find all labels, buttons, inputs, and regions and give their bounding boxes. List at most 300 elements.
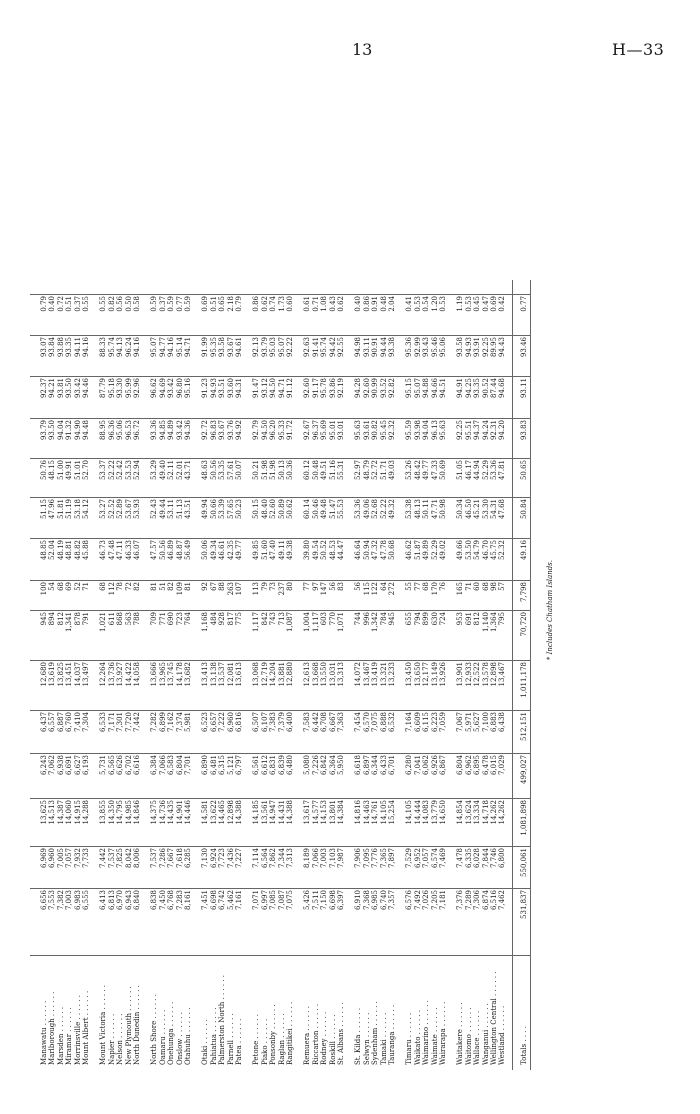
table-cell: 6,442 — [311, 712, 320, 733]
table-cell: 96.53 — [124, 420, 133, 441]
table-cell: 93.50 — [65, 378, 74, 399]
table-cell: 46.70 — [481, 540, 490, 561]
table-cell: 91.72 — [286, 420, 294, 441]
table-cell: 94.88 — [422, 378, 431, 399]
table-cell: 14,060 — [65, 800, 74, 825]
table-cell: 48.42 — [413, 460, 422, 481]
table-cell: 775 — [235, 612, 243, 626]
table-cell: 51.47 — [328, 499, 337, 520]
table-cell: 13,779 — [430, 800, 439, 825]
totals-cell: 0.77 — [519, 296, 528, 312]
table-cell: 76 — [439, 582, 447, 591]
table-cell: 50.06 — [201, 540, 210, 561]
totals-cell: 49.16 — [519, 540, 528, 561]
table-cell: 7,462 — [498, 890, 507, 911]
table-cell: 0.62 — [337, 296, 345, 312]
table-cell: 13,682 — [184, 662, 192, 687]
electorate-name: Wanganui . . . . . . — [481, 1003, 490, 1065]
table-cell: 7,205 — [430, 890, 439, 911]
table-cell: 94.43 — [498, 337, 507, 358]
table-cell: 6,561 — [252, 755, 261, 776]
table-cell: 48.19 — [56, 540, 65, 561]
table-cell: 52.60 — [269, 499, 278, 520]
table-cell: 57.65 — [226, 499, 235, 520]
table-cell: 46.07 — [133, 540, 141, 561]
footnote: * Includes Chatham Islands. — [545, 560, 554, 661]
column-rule — [30, 335, 530, 336]
table-cell: 94.16 — [133, 337, 141, 358]
table-cell: 13,926 — [439, 662, 447, 687]
electorate-name: Selwyn . . . . . . — [362, 1012, 371, 1065]
table-cell: 945 — [388, 612, 396, 626]
table-cell: 13,617 — [303, 800, 312, 825]
table-cell: 6,062 — [422, 755, 431, 776]
table-cell: 0.55 — [99, 296, 108, 312]
table-cell: 92.25 — [481, 337, 490, 358]
table-cell: 6,867 — [439, 755, 447, 776]
table-cell: 6,193 — [82, 755, 90, 776]
table-cell: 43.51 — [184, 499, 192, 520]
table-cell: 0.42 — [498, 296, 507, 312]
table-cell: 7,226 — [311, 755, 320, 776]
totals-cell: 531,837 — [519, 890, 528, 919]
table-cell: 51.98 — [260, 460, 269, 481]
table-cell: 13,419 — [371, 662, 380, 687]
table-cell: 0.58 — [133, 296, 141, 312]
table-cell: 611 — [107, 612, 116, 626]
table-cell: 53.26 — [405, 460, 414, 481]
table-cell: 12,522 — [473, 662, 482, 687]
table-cell: 7,553 — [48, 890, 57, 911]
table-cell: 12,613 — [303, 662, 312, 687]
table-cell: 0.53 — [413, 296, 422, 312]
table-cell: 6,223 — [430, 712, 439, 733]
table-cell: 7,066 — [158, 755, 167, 776]
table-cell: 14,058 — [133, 662, 141, 687]
table-cell: 7,095 — [362, 848, 371, 869]
table-cell: 7,368 — [362, 890, 371, 911]
table-cell: 68 — [481, 582, 490, 591]
table-cell: 51.87 — [413, 540, 422, 561]
table-cell: 13,668 — [311, 662, 320, 687]
table-cell: 6,335 — [464, 848, 473, 869]
table-cell: 6,840 — [133, 890, 141, 911]
table-cell: 7,701 — [184, 755, 192, 776]
totals-cell: 93.83 — [519, 420, 528, 441]
table-cell: 51.98 — [269, 460, 278, 481]
table-cell: 94.71 — [277, 378, 286, 399]
table-cell: 6,938 — [56, 755, 65, 776]
table-cell: 42.35 — [226, 540, 235, 561]
electorate-name: Waimate . . . . . . — [430, 1007, 439, 1065]
table-cell: 6,555 — [82, 890, 90, 911]
table-cell: 54.12 — [82, 499, 90, 520]
table-cell: 92.60 — [362, 378, 371, 399]
table-cell: 0.51 — [65, 296, 74, 312]
table-cell: 842 — [260, 612, 269, 626]
table-cell: 107 — [235, 582, 243, 596]
table-cell: 81 — [150, 582, 159, 591]
table-cell: 51.71 — [379, 460, 388, 481]
table-cell: 94.93 — [464, 337, 473, 358]
table-cell: 94.36 — [184, 420, 192, 441]
table-cell: 13,497 — [82, 662, 90, 687]
table-cell: 87.79 — [99, 378, 108, 399]
table-cell: 13,619 — [48, 662, 57, 687]
table-cell: 93.38 — [388, 337, 396, 358]
table-cell: 68 — [56, 582, 65, 591]
table-cell: 50.48 — [311, 460, 320, 481]
table-cell: 93.30 — [116, 378, 125, 399]
table-cell: 94.21 — [48, 378, 57, 399]
table-cell: 5,950 — [337, 755, 345, 776]
table-cell: 53.37 — [99, 460, 108, 481]
table-cell: 14,846 — [133, 800, 141, 825]
table-cell: 46.64 — [354, 540, 363, 561]
table-cell: 6,107 — [260, 712, 269, 733]
table-cell: 68 — [422, 582, 431, 591]
table-cell: 91.32 — [65, 420, 74, 441]
table-cell: 6,413 — [99, 890, 108, 911]
table-cell: 14,105 — [379, 800, 388, 825]
column-rule — [30, 376, 530, 377]
table-cell: 14,388 — [235, 800, 243, 825]
table-cell: 52 — [73, 582, 82, 591]
table-cell: 52.22 — [107, 460, 116, 481]
electorate-name: Petone . . . . . . — [252, 1014, 261, 1065]
table-cell: 13,801 — [328, 800, 337, 825]
table-cell: 7,436 — [226, 848, 235, 869]
table-cell: 5,426 — [303, 890, 312, 911]
table-cell: 50.11 — [422, 499, 431, 520]
table-cell: 49.44 — [158, 499, 167, 520]
table-cell: 91.99 — [201, 337, 210, 358]
table-cell: 14,083 — [422, 800, 431, 825]
table-cell: 90.99 — [371, 378, 380, 399]
table-cell: 0.50 — [124, 296, 133, 312]
table-cell: 1,140 — [481, 612, 490, 633]
table-cell: 94.66 — [430, 378, 439, 399]
table-cell: 6,742 — [218, 890, 227, 911]
table-cell: 44.94 — [473, 460, 482, 481]
table-cell: 0.79 — [40, 296, 48, 312]
table-cell: 96.13 — [430, 420, 439, 441]
table-cell: 96.72 — [133, 420, 141, 441]
table-cell: 50.46 — [311, 499, 320, 520]
table-cell: 7,667 — [167, 848, 176, 869]
table-cell: 94.69 — [158, 378, 167, 399]
table-cell: 95.07 — [413, 378, 422, 399]
table-cell: 109 — [175, 582, 184, 596]
table-cell: 12,933 — [464, 662, 473, 687]
table-cell: 94.13 — [116, 337, 125, 358]
table-cell: 48.81 — [65, 540, 74, 561]
table-cell: 95.07 — [277, 337, 286, 358]
table-cell: 93.42 — [167, 378, 176, 399]
table-cell: 49.51 — [320, 460, 329, 481]
totals-cell: 70,720 — [519, 612, 528, 637]
electorate-name: Mount Victoria . . . . . . — [99, 984, 108, 1065]
table-cell: 95.07 — [150, 337, 159, 358]
table-cell: 14,435 — [167, 800, 176, 825]
electorate-name: Timaru . . . . . . — [405, 1012, 414, 1065]
table-cell: 94.51 — [439, 378, 447, 399]
table-cell: 60 — [473, 582, 482, 591]
table-cell: 14,736 — [158, 800, 167, 825]
electorate-name: Miramar . . . . . . — [65, 1007, 74, 1065]
table-cell: 7,075 — [286, 890, 294, 911]
electorate-name: Tamaki . . . . . . — [379, 1012, 388, 1065]
table-cell: 14,037 — [73, 662, 82, 687]
table-cell: 95.35 — [209, 337, 218, 358]
table-cell: 5,627 — [473, 712, 482, 733]
electorate-name: Nelson . . . . . . — [116, 1013, 125, 1065]
table-cell: 14,288 — [82, 800, 90, 825]
table-cell: 1,364 — [490, 612, 498, 633]
table-cell: 52.97 — [354, 460, 363, 481]
table-cell: 7,379 — [277, 712, 286, 733]
table-cell: 14,915 — [73, 800, 82, 825]
table-cell: 6,656 — [40, 890, 48, 911]
table-cell: 7,776 — [371, 848, 380, 869]
table-cell: 52.04 — [48, 540, 57, 561]
table-cell: 95.63 — [439, 420, 447, 441]
table-cell: 12,719 — [260, 662, 269, 687]
table-cell: 7,114 — [252, 848, 261, 869]
table-cell: 7,376 — [456, 890, 465, 911]
electorate-name: Palmerston North . . . . . . — [218, 975, 227, 1065]
table-cell: 7,529 — [405, 848, 414, 869]
table-cell: 7,478 — [456, 848, 465, 869]
table-cell: 13,537 — [218, 662, 227, 687]
table-cell: 7,365 — [379, 848, 388, 869]
table-cell: 7,085 — [269, 890, 278, 911]
column-rule — [30, 580, 530, 581]
table-cell: 92.22 — [286, 337, 294, 358]
table-cell: 1,087 — [286, 612, 294, 633]
table-cell: 0.40 — [48, 296, 57, 312]
table-cell: 7,075 — [371, 712, 380, 733]
table-cell: 794 — [413, 612, 422, 626]
table-cell: 79 — [260, 582, 269, 591]
table-cell: 13,825 — [56, 662, 65, 687]
column-rule — [30, 798, 530, 799]
table-cell: 6,574 — [430, 848, 439, 869]
table-cell: 94.04 — [422, 420, 431, 441]
table-cell: 272 — [388, 582, 396, 596]
table-cell: 53.53 — [124, 460, 133, 481]
table-cell: 13,413 — [201, 662, 210, 687]
table-cell: 7,222 — [218, 712, 227, 733]
table-cell: 691 — [464, 612, 473, 626]
table-cell: 6,831 — [269, 755, 278, 776]
table-cell: 96.83 — [209, 420, 218, 441]
table-cell: 6,890 — [201, 755, 210, 776]
table-cell: 50.13 — [277, 460, 286, 481]
table-cell: 7,003 — [320, 848, 329, 869]
table-cell: 50.68 — [388, 540, 396, 561]
table-cell: 81 — [184, 582, 192, 591]
table-cell: 7,164 — [405, 712, 414, 733]
table-cell: 82 — [167, 582, 176, 591]
table-cell: 92.25 — [456, 420, 465, 441]
table-cell: 92.99 — [413, 337, 422, 358]
table-cell: 7,383 — [269, 712, 278, 733]
table-cell: 5,981 — [184, 712, 192, 733]
table-cell: 13,736 — [107, 662, 116, 687]
table-cell: 48.82 — [73, 540, 82, 561]
table-cell: 13,855 — [99, 800, 108, 825]
table-cell: 13,467 — [498, 662, 507, 687]
table-cell: 6,768 — [167, 890, 176, 911]
table-cell: 95.16 — [184, 378, 192, 399]
table-cell: 771 — [158, 612, 167, 626]
table-cell: 46.33 — [124, 540, 133, 561]
table-cell: 6,565 — [107, 755, 116, 776]
table-cell: 14,422 — [124, 662, 133, 687]
column-rule — [30, 294, 530, 295]
table-cell: 52.94 — [133, 460, 141, 481]
table-cell: 13,927 — [116, 662, 125, 687]
table-cell: 46.73 — [99, 540, 108, 561]
table-cell: 71 — [464, 582, 473, 591]
table-cell: 49.34 — [209, 540, 218, 561]
document-reference: H—33 — [612, 40, 665, 59]
table-cell: 46.62 — [405, 540, 414, 561]
table-cell: 7,005 — [56, 848, 65, 869]
electorate-name: Patea . . . . . . — [235, 1018, 243, 1065]
table-cell: 47.40 — [269, 540, 278, 561]
table-cell: 95.63 — [354, 420, 363, 441]
table-cell: 8,006 — [133, 848, 141, 869]
table-cell: 788 — [133, 612, 141, 626]
table-cell: 93.88 — [56, 337, 65, 358]
column-rule — [30, 497, 530, 498]
table-cell: 93.51 — [218, 378, 227, 399]
table-cell: 13,321 — [379, 662, 388, 687]
table-cell: 1,117 — [252, 612, 261, 633]
table-cell: 93.79 — [40, 420, 48, 441]
table-cell: 6,507 — [252, 712, 261, 733]
table-cell: 50.98 — [439, 499, 447, 520]
table-cell: 93.98 — [413, 420, 422, 441]
table-cell: 52.72 — [371, 460, 380, 481]
table-cell: 2.04 — [388, 296, 396, 312]
column-rule — [30, 538, 530, 539]
electorate-name: Wairarapa . . . . . . — [439, 1001, 447, 1065]
table-cell: 50.94 — [362, 540, 371, 561]
table-cell: 50.69 — [439, 460, 447, 481]
table-cell: 0.86 — [252, 296, 261, 312]
table-cell: 51.05 — [456, 460, 465, 481]
table-cell: 90.91 — [371, 337, 380, 358]
totals-cell: 1,081,898 — [519, 800, 528, 836]
table-cell: 93.42 — [73, 378, 82, 399]
table-cell: 53.50 — [464, 540, 473, 561]
table-cell: 6,883 — [490, 712, 498, 733]
table-cell: 53.18 — [73, 499, 82, 520]
table-cell: 92.60 — [303, 378, 312, 399]
electorate-name: Oamaru . . . . . . — [158, 1009, 167, 1065]
table-cell: 6,433 — [379, 755, 388, 776]
table-cell: 6,344 — [371, 755, 380, 776]
table-cell: 7,374 — [175, 712, 184, 733]
table-cell: 0.69 — [201, 296, 210, 312]
table-cell: 0.79 — [235, 296, 243, 312]
table-cell: 77 — [303, 582, 312, 591]
table-cell: 7,130 — [201, 848, 210, 869]
table-cell: 953 — [456, 612, 465, 626]
table-cell: 48.13 — [413, 499, 422, 520]
table-cell: 6,838 — [150, 890, 159, 911]
page-number: 13 — [352, 40, 373, 59]
table-cell: 92.82 — [388, 378, 396, 399]
table-cell: 95.14 — [175, 337, 184, 358]
table-cell: 82 — [133, 582, 141, 591]
table-cell: 996 — [362, 612, 371, 626]
table-cell: 12,264 — [99, 662, 108, 687]
table-cell: 6,280 — [405, 755, 414, 776]
table-cell: 14,153 — [320, 800, 329, 825]
table-cell: 7,306 — [473, 890, 482, 911]
table-cell: 14,854 — [456, 800, 465, 825]
column-rule — [30, 660, 530, 661]
table-cell: 93.11 — [362, 337, 371, 358]
table-cell: 6,570 — [362, 712, 371, 733]
electorate-name: Morrinsville . . . . . . — [73, 995, 82, 1065]
table-cell: 7,618 — [175, 848, 184, 869]
table-cell: 7,357 — [388, 890, 396, 911]
table-cell: 6,897 — [362, 755, 371, 776]
table-cell: 14,388 — [286, 800, 294, 825]
table-cell: 812 — [473, 612, 482, 626]
column-rule — [30, 753, 530, 754]
electorate-name: Wellington Central . . . . . . — [490, 971, 498, 1065]
table-cell: 44.47 — [337, 540, 345, 561]
table-cell: 170 — [430, 582, 439, 596]
table-cell: 6,616 — [133, 755, 141, 776]
table-cell: 53.93 — [133, 499, 141, 520]
electorate-name: Onehunga . . . . . . — [167, 1001, 176, 1065]
table-cell: 7,066 — [311, 848, 320, 869]
table-cell: 96.20 — [269, 420, 278, 441]
table-cell: 6,691 — [65, 755, 74, 776]
table-cell: 93.35 — [65, 337, 74, 358]
table-cell: 1.73 — [277, 296, 286, 312]
table-cell: 49.03 — [388, 460, 396, 481]
table-cell: 5,121 — [226, 755, 235, 776]
table-cell: 46.89 — [167, 540, 176, 561]
table-cell: 0.65 — [218, 296, 227, 312]
table-right-rule — [530, 280, 531, 1070]
table-cell: 56.49 — [184, 540, 192, 561]
table-cell: 6,969 — [40, 848, 48, 869]
electorate-name: Tauranga . . . . . . — [388, 1004, 396, 1065]
table-cell: 39.80 — [303, 540, 312, 561]
table-cell: 60.12 — [303, 460, 312, 481]
electorate-name: Otahuhu . . . . . . — [184, 1007, 192, 1065]
table-cell: 5,462 — [226, 890, 235, 911]
table-cell: 6,243 — [40, 755, 48, 776]
electorate-name: North Dunedin . . . . . . — [133, 985, 141, 1065]
table-cell: 7,067 — [456, 712, 465, 733]
table-cell: 6,740 — [379, 890, 388, 911]
table-cell: 13,881 — [277, 662, 286, 687]
table-cell: 94.31 — [235, 378, 243, 399]
table-cell: 6,983 — [73, 890, 82, 911]
table-cell: 6,438 — [498, 712, 507, 733]
table-cell: 49.06 — [362, 499, 371, 520]
